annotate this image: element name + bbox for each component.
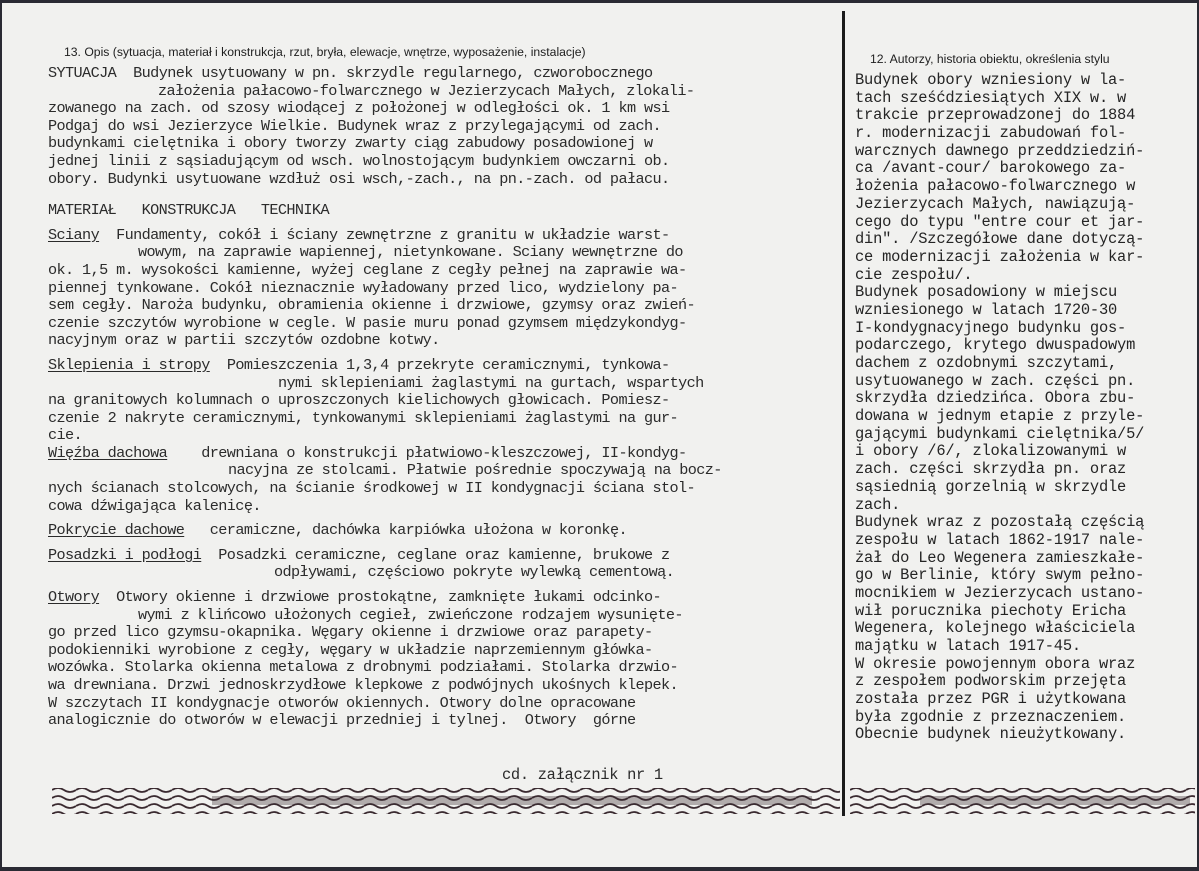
- text-line: z zespołem podworskim przejęta: [855, 672, 1127, 691]
- text-line: r. modernizacji zabudowań fol-: [855, 124, 1127, 143]
- text-line: nych ścianach stolcowych, na ścianie środkowej w II kondygnacji ściana stol-: [48, 479, 696, 498]
- text-line: Obecnie budynek nieużytkowany.: [855, 725, 1127, 744]
- text-line: czenie 2 nakryte ceramicznymi, tynkowanymi sklepieniami żaglastymi na gur-: [48, 408, 679, 427]
- text-line: din". /Szczegółowe dane dotyczą-: [855, 230, 1145, 249]
- text-line: zach. części skrzydła pn. oraz: [855, 460, 1127, 479]
- text-line: na granitowych kolumnach o uproszczonych kielichowych głowicach. Pomiesz-: [48, 391, 670, 410]
- text-line: gającymi budynkami cielętnika/5/: [855, 424, 1145, 443]
- material-heading: MATERIAŁ KONSTRUKCJA TECHNIKA: [48, 201, 329, 220]
- text-line: Fundamenty, cokół i ściany zewnętrzne z granitu w układzie warst-: [116, 225, 670, 244]
- decorative-wave-band-left: [52, 786, 840, 816]
- text-line: I-kondygnacyjnego budynku gos-: [855, 318, 1127, 337]
- section-sciany: [48, 227, 838, 350]
- text-line: mocnikiem w Jezierzycach ustano-: [855, 583, 1145, 602]
- text-line: Podgaj do wsi Jezierzyce Wielkie. Budynek wraz z przylegającymi od zach.: [48, 116, 662, 135]
- text-line: wowym, na zaprawie wapiennej, nietynkowane. Sciany wewnętrzne do: [138, 243, 683, 262]
- section-label: Więźba dachowa: [48, 443, 168, 462]
- text-line: wa drewniana. Drzwi jednoskrzydłowe klepkowe z podwójnych ukośnych klepek.: [48, 676, 679, 694]
- text-line: czenie szczytów wyrobione w cegle. W pasie muru ponad gzymsem międzykondyg-: [48, 313, 687, 332]
- text-line: Posadzki ceramiczne, ceglane oraz kamienne, brukowe z: [218, 545, 670, 564]
- text-line: go w Berlinie, który swym pełno-: [855, 566, 1145, 585]
- text-line: sem cegły. Naroża budynku, obramienia okienne i drzwiowe, gzymsy oraz zwień-: [48, 296, 696, 315]
- section-label: Sciany: [48, 225, 100, 244]
- text-line: Wegenera, kolejnego właściciela: [855, 619, 1136, 638]
- section-otwory: [48, 589, 838, 730]
- section-posadzki: [48, 547, 838, 582]
- left-panel-header: 13. Opis (sytuacja, materiał i konstrukcja, rzut, bryła, elewacje, wnętrze, wyposażenie, instalacje): [64, 45, 586, 59]
- text-line: nacyjnym oraz w partii szczytów ozdobne kotwy.: [48, 331, 440, 350]
- section-sytuacja: [48, 65, 838, 188]
- text-line: zach.: [855, 495, 901, 514]
- text-line: założenia pałacowo-folwarcznego w Jezierzycach Małych, zlokali-: [158, 81, 695, 100]
- left-panel-body: [48, 65, 838, 730]
- text-line: cowa dźwigająca kalenicę.: [48, 496, 261, 515]
- text-line: nacyjna ze stolcami. Płatwie pośrednie spoczywają na bocz-: [228, 461, 722, 480]
- text-line: budynkami cielętnika i obory tworzy zwarty ciąg zabudowy posadowionej w: [48, 134, 653, 153]
- continuation-note: cd. załącznik nr 1: [502, 766, 663, 784]
- text-line: została przez PGR i użytkowana: [855, 690, 1127, 709]
- section-wiezba: [48, 445, 838, 515]
- text-line: Jezierzycach Małych, nawiązują-: [855, 194, 1136, 213]
- text-line: cie zespołu/.: [855, 265, 973, 284]
- text-line: Budynek wraz z pozostałą częścią: [855, 513, 1145, 532]
- text-line: zowanego na zach. od szosy wiodącej z położonej w odległości ok. 1 km wsi: [48, 99, 670, 118]
- text-line: warcznych dawnego przeddziedziń-: [855, 141, 1145, 160]
- text-line: tach sześćdziesiątych XIX w. w: [855, 88, 1127, 107]
- right-panel-body: [855, 72, 1195, 744]
- scanned-form-page: [2, 3, 1197, 867]
- text-line: Budynek usytuowany w pn. skrzydle regularnego, czworobocznego: [133, 64, 653, 82]
- text-line: dachem z ozdobnymi szczytami,: [855, 354, 1118, 372]
- section-sklepienia: [48, 357, 838, 445]
- text-line: cego do typu "entre cour et jar-: [855, 212, 1145, 231]
- right-panel-header: 12. Autorzy, historia obiektu, określenia stylu: [870, 52, 1110, 66]
- text-line: W okresie powojennym obora wraz: [855, 654, 1136, 673]
- text-line: go przed lico gzymsu-okapnika. Węgary okienne i drzwiowe oraz parapety-: [48, 623, 653, 642]
- text-line: skrzydła dziedzińca. Obora zbu-: [855, 389, 1136, 408]
- text-line: Otwory okienne i drzwiowe prostokątne, zamknięte łukami odcinko-: [116, 588, 662, 607]
- text-line: drewniana o konstrukcji płatwiowo-kleszczowej, II-kondyg-: [201, 443, 687, 462]
- text-line: Budynek posadowiony w miejscu: [855, 283, 1118, 302]
- decorative-wave-band-right: [850, 786, 1195, 816]
- text-line: zespołu w latach 1862-1917 nale-: [855, 530, 1145, 549]
- text-line: Pomieszczenia 1,3,4 przekryte ceramicznymi, tynkowa-: [226, 355, 670, 374]
- text-line: była zgodnie z przeznaczeniem.: [855, 707, 1127, 726]
- section-pokrycie: [48, 522, 838, 540]
- text-line: majątku w latach 1917-45.: [855, 637, 1081, 655]
- text-line: ceramiczne, dachówka karpiówka ułożona w koronkę.: [209, 521, 627, 540]
- text-line: ca /avant-cour/ barokowego za-: [855, 159, 1127, 178]
- text-line: nymi sklepieniami żaglastymi na gurtach, wspartych: [278, 373, 704, 392]
- text-line: usytuowanego w zach. części pn.: [855, 371, 1136, 390]
- section-label: SYTUACJA: [48, 64, 117, 82]
- text-line: cie.: [48, 426, 83, 445]
- text-line: wozówka. Stolarka okienna metalowa z drobnymi podziałami. Stolarka drzwio-: [48, 658, 679, 677]
- text-line: żał do Leo Wegenera zamieszkałe-: [855, 548, 1145, 567]
- section-label: Pokrycie dachowe: [48, 521, 185, 540]
- text-line: wzniesionego w latach 1720-30: [855, 300, 1118, 319]
- text-line: i obory /6/, zlokalizowanymi w: [855, 442, 1127, 461]
- text-line: Budynek obory wzniesiony w la-: [855, 71, 1127, 89]
- section-label: Sklepienia i stropy: [48, 355, 210, 374]
- section-label: Otwory: [48, 588, 100, 607]
- text-line: wił porucznika piechoty Ericha: [855, 601, 1127, 620]
- column-divider: [842, 11, 845, 816]
- text-line: ok. 1,5 m. wysokości kamienne, wyżej ceglane z cegły pełnej na zaprawie wa-: [48, 260, 687, 279]
- text-line: jednej linii z sąsiadującym od wsch. wolnostojącym budynkiem owczarni ob.: [48, 151, 670, 170]
- text-line: obory. Budynki usytuowane wzdłuż osi wsch,-zach., na pn.-zach. od pałacu.: [48, 169, 670, 188]
- text-line: dowana w jednym etapie z przyle-: [855, 407, 1145, 426]
- section-label: Posadzki i podłogi: [48, 545, 202, 564]
- text-line: sąsiednią gorzelnią w skrzydle: [855, 477, 1127, 496]
- text-line: wymi z klińcowo ułożonych cegieł, zwieńczone rodzajem wysunięte-: [138, 605, 683, 624]
- text-line: piennej tynkowane. Cokół nieznacznie wyładowany przed lico, wydzielony pa-: [48, 278, 679, 297]
- text-line: W szczytach II kondygnacje otworów okiennych. Otwory dolne opracowane: [48, 693, 636, 712]
- text-line: trakcie przeprowadzonej do 1884: [855, 106, 1136, 125]
- text-line: podarczego, krytego dwuspadowym: [855, 336, 1136, 355]
- text-line: podokienniki wyrobione z cegły, węgary w układzie naprzemiennym główka-: [48, 640, 653, 659]
- text-line: analogicznie do otworów w elewacji przedniej i tylnej. Otwory górne: [48, 711, 636, 730]
- text-line: odpływami, częściowo pokryte wylewką cementową.: [274, 563, 675, 582]
- text-line: łożenia pałacowo-folwarcznego w: [855, 177, 1136, 196]
- text-line: ce modernizacji założenia w kar-: [855, 247, 1145, 266]
